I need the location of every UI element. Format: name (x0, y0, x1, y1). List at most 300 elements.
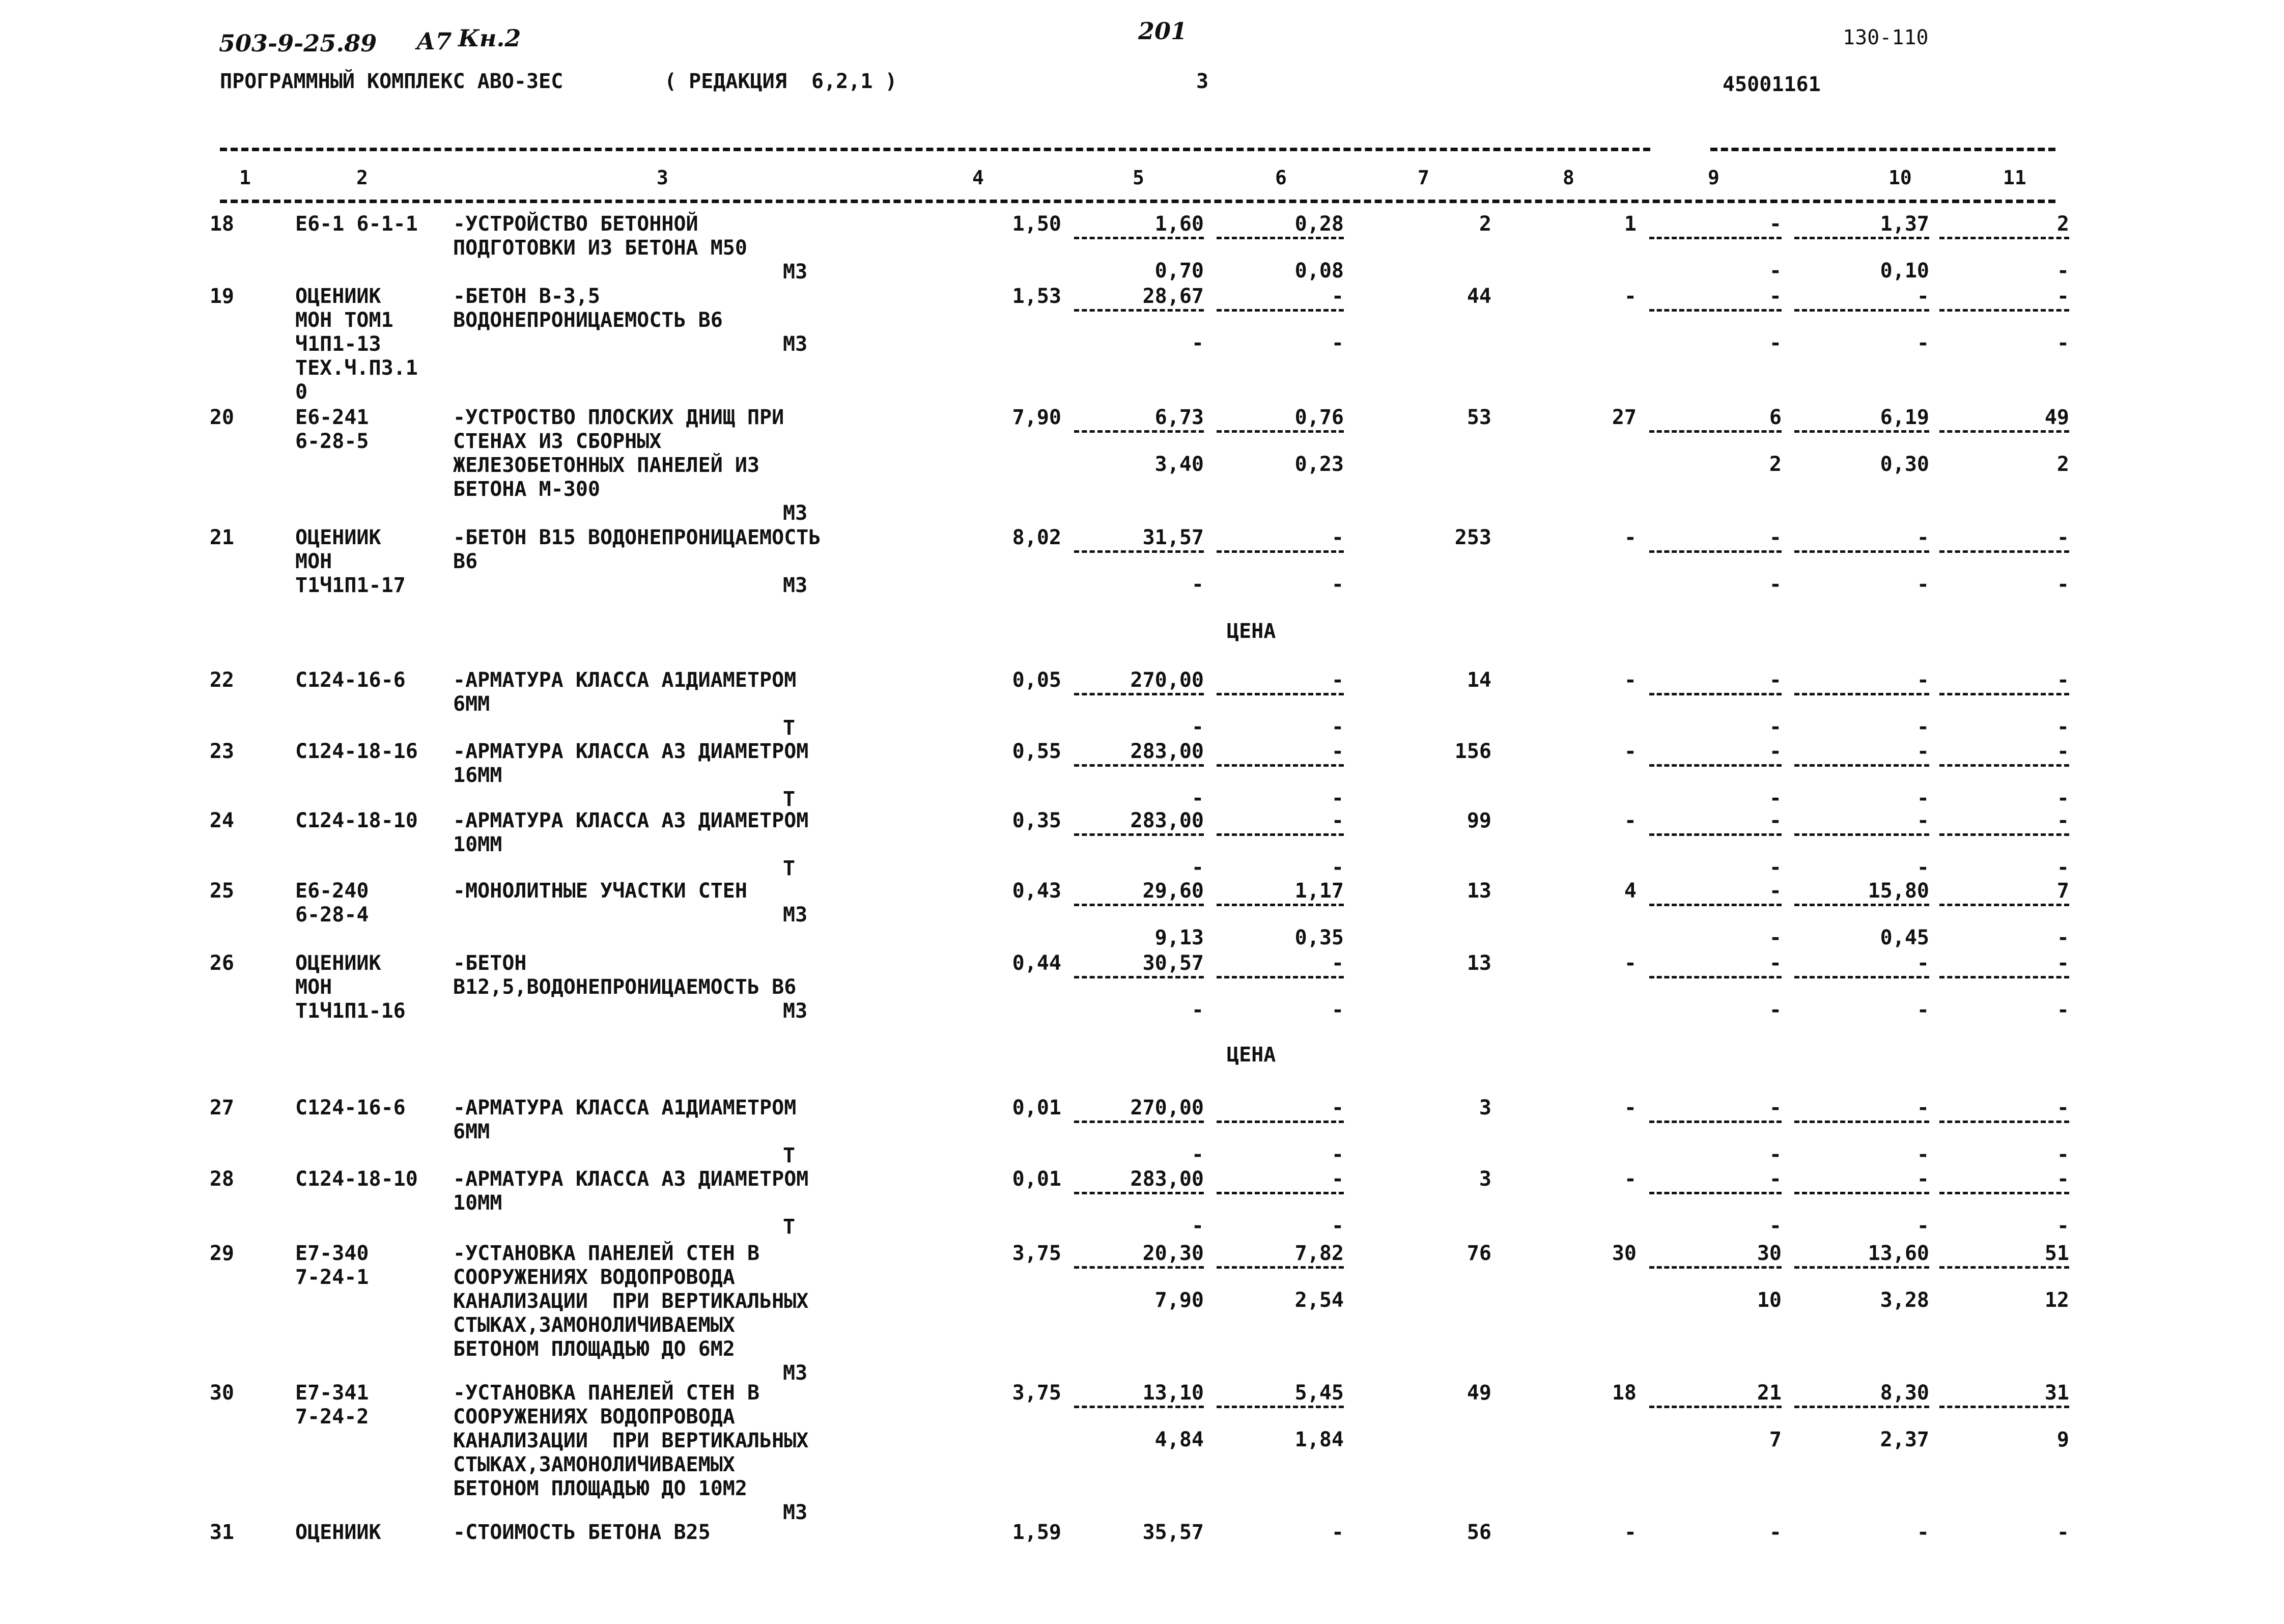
cell-divider (1074, 1266, 1204, 1269)
row-code: С124-16-6 (295, 668, 406, 692)
unit-cost-machine: - (1191, 856, 1204, 879)
machine-wages: - (1769, 1214, 1782, 1238)
cell-divider (1939, 1266, 2069, 1269)
row-description: -УСТРОСТВО ПЛОСКИХ ДНИЩ ПРИ (453, 406, 784, 429)
unit-cost-total: 31,57 (1142, 526, 1204, 549)
row-description: -УСТАНОВКА ПАНЕЛЕЙ СТЕН В (453, 1242, 760, 1265)
cell-divider (1074, 904, 1204, 906)
unit-cost-total: 270,00 (1130, 668, 1204, 692)
row-description: В12,5,ВОДОНЕПРОНИЦАЕМОСТЬ В6 (453, 975, 797, 999)
labor-hours-machine: 0,10 (1880, 259, 1929, 283)
unit-cost-machine-wages: 0,08 (1294, 259, 1344, 283)
row-code: 6-28-5 (295, 430, 369, 453)
labor-hours-unit: - (1916, 809, 1929, 832)
cell-divider (1649, 976, 1782, 978)
total-wages: - (1624, 740, 1637, 763)
total-cost: 13 (1467, 951, 1491, 975)
row-description: БЕТОНА М-300 (453, 478, 600, 501)
unit-cost-machine: - (1191, 787, 1204, 810)
quantity: 0,35 (1012, 809, 1061, 832)
total-cost: 99 (1467, 809, 1491, 832)
row-code: ОЦЕНИИК (295, 951, 381, 975)
labor-hours-total: - (2056, 1096, 2069, 1119)
cell-divider (1939, 550, 2069, 553)
row-description: -УСТРОЙСТВО БЕТОННОЙ (453, 212, 698, 236)
unit-cost-machine-wages: 0,35 (1294, 926, 1344, 949)
cell-divider (1939, 904, 2069, 906)
total-cost: 3 (1479, 1167, 1491, 1191)
row-unit: Т (783, 716, 796, 740)
labor-hours-machine: - (1916, 573, 1929, 596)
unit-cost-machine-wages: - (1331, 1143, 1344, 1166)
labor-hours-machine: 3,28 (1880, 1289, 1929, 1312)
unit-cost-wages: - (1331, 1096, 1344, 1119)
total-cost: 156 (1454, 740, 1491, 763)
column-header-10: 10 (1888, 166, 1912, 189)
labor-hours-machine-total: - (2056, 573, 2069, 596)
unit-cost-machine: - (1191, 331, 1204, 355)
unit-cost-machine: 3,40 (1154, 453, 1204, 476)
labor-hours-machine: - (1916, 787, 1929, 810)
labor-hours-machine-total: - (2056, 1143, 2069, 1166)
page-number: 3 (1196, 70, 1209, 93)
cell-divider (1649, 1121, 1782, 1123)
labor-hours-unit: - (1916, 1167, 1929, 1191)
unit-cost-total: 1,60 (1154, 212, 1204, 236)
labor-hours-machine-total: 12 (2044, 1289, 2069, 1312)
machine-cost: - (1769, 1096, 1782, 1119)
unit-cost-machine: 7,90 (1154, 1289, 1204, 1312)
cell-divider (1217, 693, 1344, 695)
cell-divider (1794, 833, 1929, 836)
unit-cost-wages: 5,45 (1294, 1381, 1344, 1405)
total-wages: 18 (1612, 1381, 1637, 1405)
row-description: В6 (453, 550, 478, 573)
total-wages: - (1624, 1167, 1637, 1191)
total-wages: - (1624, 285, 1637, 308)
row-code: С124-16-6 (295, 1096, 406, 1119)
top-rule-left (220, 148, 1650, 151)
unit-cost-wages: - (1331, 809, 1344, 832)
column-header-2: 2 (356, 166, 368, 189)
unit-cost-machine-wages: - (1331, 331, 1344, 355)
header-rule (220, 200, 2055, 203)
total-cost: 44 (1467, 285, 1491, 308)
machine-wages: - (1769, 715, 1782, 739)
unit-cost-total: 35,57 (1142, 1521, 1204, 1544)
unit-cost-wages: - (1331, 1167, 1344, 1191)
machine-cost: 6 (1769, 406, 1782, 429)
labor-hours-machine-total: - (2056, 1214, 2069, 1238)
unit-cost-machine-wages: 1,84 (1294, 1428, 1344, 1451)
labor-hours-unit: 15,80 (1868, 879, 1929, 903)
machine-cost: - (1769, 1167, 1782, 1191)
cell-divider (1649, 1192, 1782, 1194)
column-header-3: 3 (657, 166, 668, 189)
quantity: 0,01 (1012, 1096, 1061, 1119)
labor-hours-total: - (2056, 668, 2069, 692)
column-header-4: 4 (972, 166, 984, 189)
total-wages: - (1624, 668, 1637, 692)
sheet-code: 130-110 (1843, 26, 1929, 49)
row-description: -АРМАТУРА КЛАССА А3 ДИАМЕТРОМ (453, 1167, 809, 1191)
handwritten-album: А7 (416, 27, 452, 55)
section-label-price: ЦЕНА (1227, 620, 1276, 643)
cell-divider (1649, 430, 1782, 433)
cell-divider (1074, 833, 1204, 836)
unit-cost-wages: - (1331, 1521, 1344, 1544)
labor-hours-total: - (2056, 809, 2069, 832)
unit-cost-machine: - (1191, 573, 1204, 596)
labor-hours-unit: 8,30 (1880, 1381, 1929, 1405)
section-label-price: ЦЕНА (1227, 1043, 1276, 1067)
total-cost: 3 (1479, 1096, 1491, 1119)
total-wages: - (1624, 951, 1637, 975)
total-cost: 56 (1467, 1521, 1491, 1544)
row-code: Т1Ч1П1-16 (295, 999, 406, 1023)
labor-hours-unit: 13,60 (1868, 1242, 1929, 1265)
program-title: ПРОГРАММНЫЙ КОМПЛЕКС АВО-ЗЕС (220, 70, 563, 93)
row-code: 7-24-2 (295, 1405, 369, 1429)
row-unit: Т (783, 788, 796, 811)
row-description: КАНАЛИЗАЦИИ ПРИ ВЕРТИКАЛЬНЫХ (453, 1290, 809, 1313)
quantity: 0,44 (1012, 951, 1061, 975)
machine-cost: - (1769, 668, 1782, 692)
cell-divider (1217, 237, 1344, 239)
row-unit: М3 (783, 574, 808, 597)
row-description: -МОНОЛИТНЫЕ УЧАСТКИ СТЕН (453, 879, 747, 903)
row-description: 10ММ (453, 833, 502, 856)
unit-cost-wages: 7,82 (1294, 1242, 1344, 1265)
quantity: 1,53 (1012, 285, 1061, 308)
row-number: 31 (209, 1521, 234, 1544)
unit-cost-machine: - (1191, 1143, 1204, 1166)
unit-cost-machine: - (1191, 715, 1204, 739)
unit-cost-wages: 1,17 (1294, 879, 1344, 903)
unit-cost-wages: - (1331, 668, 1344, 692)
edition: ( РЕДАКЦИЯ 6,2,1 ) (664, 70, 897, 93)
cell-divider (1939, 693, 2069, 695)
row-unit: М3 (783, 501, 808, 525)
unit-cost-total: 29,60 (1142, 879, 1204, 903)
labor-hours-total: 51 (2044, 1242, 2069, 1265)
unit-cost-machine-wages: - (1331, 856, 1344, 879)
total-cost: 76 (1467, 1242, 1491, 1265)
cell-divider (1794, 764, 1929, 767)
row-code: ТЕХ.Ч.П3.1 (295, 356, 418, 380)
unit-cost-total: 20,30 (1142, 1242, 1204, 1265)
machine-wages: - (1769, 1143, 1782, 1166)
top-rule-right (1710, 148, 2055, 151)
row-code: МОН ТОМ1 (295, 309, 393, 332)
row-code: Е7-341 (295, 1381, 369, 1405)
cell-divider (1217, 1406, 1344, 1408)
total-wages: - (1624, 1096, 1637, 1119)
cell-divider (1074, 1192, 1204, 1194)
row-description: СТЕНАХ ИЗ СБОРНЫХ (453, 430, 662, 453)
machine-cost: - (1769, 879, 1782, 903)
unit-cost-total: 13,10 (1142, 1381, 1204, 1405)
row-unit: Т (783, 857, 796, 880)
machine-wages: - (1769, 573, 1782, 596)
unit-cost-total: 270,00 (1130, 1096, 1204, 1119)
labor-hours-total: - (2056, 951, 2069, 975)
unit-cost-machine: - (1191, 1214, 1204, 1238)
column-header-9: 9 (1708, 166, 1719, 189)
row-description: -АРМАТУРА КЛАССА А1ДИАМЕТРОМ (453, 668, 797, 692)
row-description: -БЕТОН В-3,5 (453, 285, 600, 308)
row-description: СООРУЖЕНИЯХ ВОДОПРОВОДА (453, 1405, 735, 1429)
row-description: 6ММ (453, 1120, 490, 1143)
total-cost: 13 (1467, 879, 1491, 903)
quantity: 0,01 (1012, 1167, 1061, 1191)
machine-cost: - (1769, 212, 1782, 236)
labor-hours-machine-total: - (2056, 259, 2069, 283)
cell-divider (1074, 764, 1204, 767)
total-wages: 27 (1612, 406, 1637, 429)
unit-cost-total: 30,57 (1142, 951, 1204, 975)
cell-divider (1074, 1406, 1204, 1408)
row-description: БЕТОНОМ ПЛОЩАДЬЮ ДО 6М2 (453, 1337, 735, 1361)
machine-wages: - (1769, 259, 1782, 283)
labor-hours-machine: 0,45 (1880, 926, 1929, 949)
quantity: 0,05 (1012, 668, 1061, 692)
row-description: 16ММ (453, 764, 502, 787)
cell-divider (1939, 237, 2069, 239)
handwritten-book: Кн.2 (458, 24, 521, 52)
unit-cost-machine-wages: - (1331, 715, 1344, 739)
total-cost: 2 (1479, 212, 1491, 236)
cell-divider (1074, 693, 1204, 695)
quantity: 8,02 (1012, 526, 1061, 549)
column-header-7: 7 (1418, 166, 1429, 189)
unit-cost-machine: 0,70 (1154, 259, 1204, 283)
row-description: 6ММ (453, 692, 490, 716)
total-wages: 1 (1624, 212, 1637, 236)
unit-cost-machine: - (1191, 998, 1204, 1022)
labor-hours-unit: - (1916, 1521, 1929, 1544)
row-description: БЕТОНОМ ПЛОЩАДЬЮ ДО 10М2 (453, 1477, 747, 1500)
row-code: Е6-1 6-1-1 (295, 212, 418, 236)
unit-cost-machine: 9,13 (1154, 926, 1204, 949)
row-code: Е7-340 (295, 1242, 369, 1265)
labor-hours-machine-total: - (2056, 856, 2069, 879)
machine-cost: - (1769, 285, 1782, 308)
labor-hours-unit: 6,19 (1880, 406, 1929, 429)
machine-cost: 30 (1757, 1242, 1782, 1265)
row-description: -БЕТОН (453, 951, 527, 975)
labor-hours-machine: - (1916, 856, 1929, 879)
column-header-11: 11 (2003, 166, 2026, 189)
cell-divider (1217, 550, 1344, 553)
cell-divider (1939, 976, 2069, 978)
row-number: 21 (209, 526, 234, 549)
cell-divider (1794, 976, 1929, 978)
machine-wages: - (1769, 787, 1782, 810)
total-cost: 14 (1467, 668, 1491, 692)
unit-cost-wages: - (1331, 526, 1344, 549)
unit-cost-total: 283,00 (1130, 740, 1204, 763)
labor-hours-total: - (2056, 740, 2069, 763)
labor-hours-machine-total: 9 (2056, 1428, 2069, 1451)
row-number: 19 (209, 285, 234, 308)
unit-cost-machine-wages: 0,23 (1294, 453, 1344, 476)
unit-cost-total: 283,00 (1130, 809, 1204, 832)
row-unit: М3 (783, 903, 808, 927)
cell-divider (1649, 693, 1782, 695)
row-unit: Т (783, 1215, 796, 1239)
row-description: ПОДГОТОВКИ ИЗ БЕТОНА М50 (453, 236, 747, 260)
cell-divider (1939, 1121, 2069, 1123)
row-number: 22 (209, 668, 234, 692)
row-number: 26 (209, 951, 234, 975)
labor-hours-unit: - (1916, 740, 1929, 763)
cell-divider (1217, 309, 1344, 312)
total-cost: 53 (1467, 406, 1491, 429)
unit-cost-wages: - (1331, 740, 1344, 763)
row-description: СТЫКАХ,ЗАМОНОЛИЧИВАЕМЫХ (453, 1313, 735, 1337)
cell-divider (1794, 1192, 1929, 1194)
cell-divider (1794, 1266, 1929, 1269)
unit-cost-total: 283,00 (1130, 1167, 1204, 1191)
cell-divider (1074, 550, 1204, 553)
labor-hours-total: - (2056, 1521, 2069, 1544)
unit-cost-wages: 0,28 (1294, 212, 1344, 236)
row-code: С124-18-10 (295, 1167, 418, 1191)
row-number: 18 (209, 212, 234, 236)
quantity: 1,59 (1012, 1521, 1061, 1544)
total-cost: 49 (1467, 1381, 1491, 1405)
cell-divider (1217, 1266, 1344, 1269)
column-header-1: 1 (239, 166, 251, 189)
column-header-8: 8 (1563, 166, 1574, 189)
labor-hours-unit: - (1916, 951, 1929, 975)
labor-hours-machine-total: - (2056, 787, 2069, 810)
cell-divider (1794, 1121, 1929, 1123)
cell-divider (1217, 1121, 1344, 1123)
row-unit: М3 (783, 1361, 808, 1385)
row-code: Е6-241 (295, 406, 369, 429)
labor-hours-machine: - (1916, 1143, 1929, 1166)
row-code: С124-18-16 (295, 740, 418, 763)
labor-hours-machine-total: - (2056, 998, 2069, 1022)
cell-divider (1217, 833, 1344, 836)
cell-divider (1794, 309, 1929, 312)
cell-divider (1649, 833, 1782, 836)
cell-divider (1939, 764, 2069, 767)
unit-cost-total: 6,73 (1154, 406, 1204, 429)
cell-divider (1074, 309, 1204, 312)
unit-cost-machine-wages: 2,54 (1294, 1289, 1344, 1312)
quantity: 1,50 (1012, 212, 1061, 236)
unit-cost-total: 28,67 (1142, 285, 1204, 308)
cell-divider (1794, 237, 1929, 239)
unit-cost-wages: - (1331, 951, 1344, 975)
row-code: ОЦЕНИИК (295, 285, 381, 308)
cell-divider (1217, 764, 1344, 767)
cell-divider (1649, 550, 1782, 553)
unit-cost-machine-wages: - (1331, 998, 1344, 1022)
labor-hours-unit: - (1916, 668, 1929, 692)
row-code: Е6-240 (295, 879, 369, 903)
cell-divider (1649, 237, 1782, 239)
row-number: 23 (209, 740, 234, 763)
labor-hours-total: 31 (2044, 1381, 2069, 1405)
row-description: СТЫКАХ,ЗАМОНОЛИЧИВАЕМЫХ (453, 1453, 735, 1476)
machine-wages: - (1769, 998, 1782, 1022)
machine-wages: 7 (1769, 1428, 1782, 1451)
unit-cost-machine: 4,84 (1154, 1428, 1204, 1451)
column-header-5: 5 (1133, 166, 1144, 189)
row-description: СООРУЖЕНИЯХ ВОДОПРОВОДА (453, 1266, 735, 1289)
labor-hours-machine-total: - (2056, 926, 2069, 949)
row-number: 29 (209, 1242, 234, 1265)
row-code: С124-18-10 (295, 809, 418, 832)
unit-cost-wages: - (1331, 285, 1344, 308)
quantity: 0,55 (1012, 740, 1061, 763)
labor-hours-machine-total: 2 (2056, 453, 2069, 476)
row-code: Ч1П1-13 (295, 332, 381, 356)
row-number: 25 (209, 879, 234, 903)
machine-wages: - (1769, 856, 1782, 879)
labor-hours-unit: - (1916, 285, 1929, 308)
cell-divider (1074, 237, 1204, 239)
cell-divider (1649, 904, 1782, 906)
unit-cost-wages: 0,76 (1294, 406, 1344, 429)
total-wages: - (1624, 1521, 1637, 1544)
row-number: 27 (209, 1096, 234, 1119)
row-code: ОЦЕНИИК (295, 526, 381, 549)
cell-divider (1939, 1406, 2069, 1408)
labor-hours-machine: - (1916, 998, 1929, 1022)
unit-cost-machine-wages: - (1331, 573, 1344, 596)
cell-divider (1939, 833, 2069, 836)
labor-hours-total: - (2056, 526, 2069, 549)
row-description: 10ММ (453, 1191, 502, 1215)
machine-cost: - (1769, 951, 1782, 975)
total-wages: 4 (1624, 879, 1637, 903)
row-number: 24 (209, 809, 234, 832)
cell-divider (1794, 1406, 1929, 1408)
machine-wages: 2 (1769, 453, 1782, 476)
labor-hours-total: 7 (2056, 879, 2069, 903)
row-code: 6-28-4 (295, 903, 369, 927)
cell-divider (1794, 550, 1929, 553)
cell-divider (1217, 904, 1344, 906)
labor-hours-machine-total: - (2056, 331, 2069, 355)
cell-divider (1939, 1192, 2069, 1194)
labor-hours-total: - (2056, 1167, 2069, 1191)
doc-number: 45001161 (1723, 73, 1821, 96)
row-unit: М3 (783, 332, 808, 356)
labor-hours-machine: 0,30 (1880, 453, 1929, 476)
cell-divider (1794, 693, 1929, 695)
handwritten-code: 503-9-25.89 (219, 30, 377, 57)
cell-divider (1217, 976, 1344, 978)
row-number: 20 (209, 406, 234, 429)
handwritten-page-number: 201 (1138, 17, 1188, 45)
unit-cost-machine-wages: - (1331, 1214, 1344, 1238)
row-code: МОН (295, 550, 332, 573)
row-description: -УСТАНОВКА ПАНЕЛЕЙ СТЕН В (453, 1381, 760, 1405)
cell-divider (1217, 430, 1344, 433)
cell-divider (1649, 1266, 1782, 1269)
row-description: ВОДОНЕПРОНИЦАЕМОСТЬ В6 (453, 309, 723, 332)
machine-cost: 21 (1757, 1381, 1782, 1405)
machine-wages: - (1769, 926, 1782, 949)
quantity: 3,75 (1012, 1381, 1061, 1405)
labor-hours-unit: 1,37 (1880, 212, 1929, 236)
